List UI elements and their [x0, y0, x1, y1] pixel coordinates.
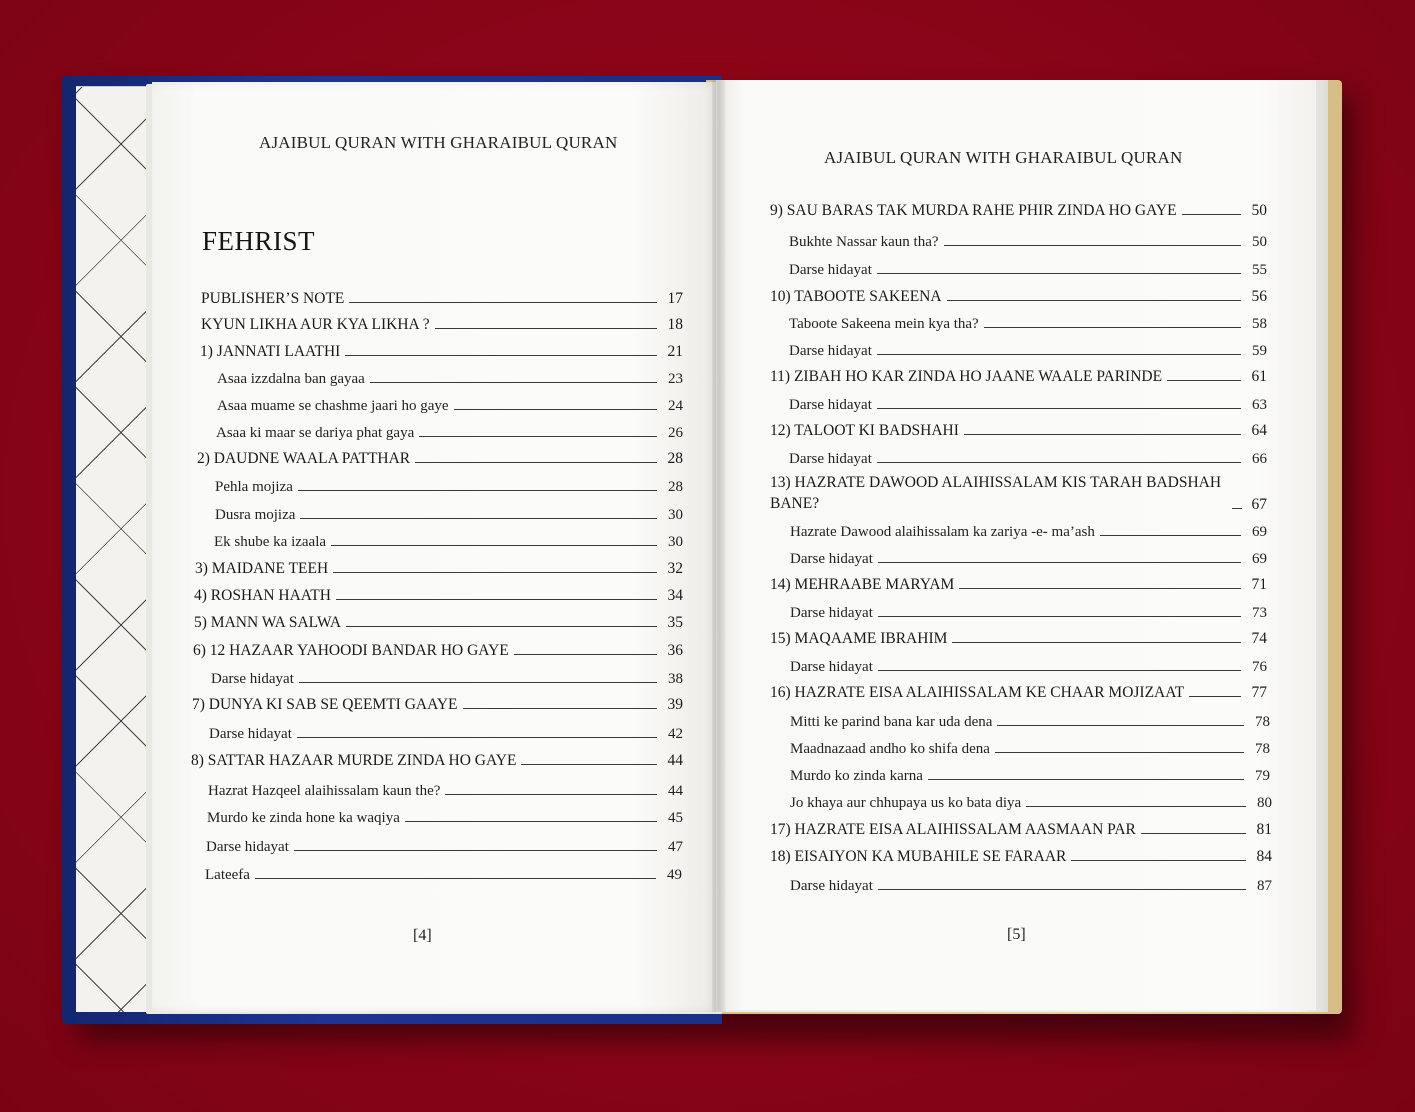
book-gutter [712, 80, 726, 1012]
toc-entry: Jo khaya aur chhupaya us ko bata diya 80 [790, 795, 1272, 811]
toc-entry: 10) TABOOTE SAKEENA 56 [770, 288, 1267, 305]
toc-entry: Darse hidayat 63 [789, 397, 1267, 413]
toc-entry: Hazrate Dawood alaihissalam ka zariya -e- ma’ash 69 [790, 524, 1267, 540]
toc-entry: Darse hidayat 76 [790, 659, 1267, 675]
toc-entry: Darse hidayat 47 [206, 839, 683, 855]
toc-entry: Taboote Sakeena mein kya tha? 58 [789, 316, 1267, 332]
toc-entry: PUBLISHER’S NOTE 17 [201, 290, 683, 307]
toc-entry: 1) JANNATI LAATHI 21 [200, 343, 683, 360]
toc-entry: 11) ZIBAH HO KAR ZINDA HO JAANE WAALE PARINDE 61 [770, 368, 1267, 385]
toc-entry: 3) MAIDANE TEEH 32 [195, 560, 683, 577]
toc-heading: FEHRIST [202, 226, 316, 256]
toc-entry: Ek shube ka izaala 30 [214, 534, 683, 550]
toc-entry: Maadnazaad andho ko shifa dena 78 [790, 741, 1270, 757]
toc-entry: 16) HAZRATE EISA ALAIHISSALAM KE CHAAR MOJIZAAT 77 [770, 684, 1267, 701]
toc-entry: KYUN LIKHA AUR KYA LIKHA ? 18 [201, 316, 683, 333]
toc-entry: Dusra mojiza 30 [215, 507, 683, 523]
toc-entry: Pehla mojiza 28 [215, 479, 683, 495]
toc-entry: 5) MANN WA SALWA 35 [194, 614, 683, 631]
toc-entry: 18) EISAIYON KA MUBAHILE SE FARAAR 84 [770, 848, 1272, 865]
toc-entry: Darse hidayat 59 [789, 343, 1267, 359]
toc-entry: 15) MAQAAME IBRAHIM 74 [770, 630, 1267, 647]
toc-entry: 4) ROSHAN HAATH 34 [194, 587, 683, 604]
toc-entry: 13) HAZRATE DAWOOD ALAIHISSALAM KIS TARAH BADSHAH BANE? 67 [770, 474, 1267, 513]
toc-entry: 7) DUNYA KI SAB SE QEEMTI GAAYE 39 [192, 696, 683, 713]
toc-entry: Lateefa 49 [205, 867, 682, 883]
toc-entry: 6) 12 HAZAAR YAHOODI BANDAR HO GAYE 36 [193, 642, 683, 659]
toc-entry: Darse hidayat 87 [790, 878, 1272, 894]
toc-entry: Asaa ki maar se dariya phat gaya 26 [216, 425, 683, 441]
toc-entry: Bukhte Nassar kaun tha? 50 [789, 234, 1267, 250]
toc-entry: Mitti ke parind bana kar uda dena 78 [790, 714, 1270, 730]
toc-entry: 8) SATTAR HAZAAR MURDE ZINDA HO GAYE 44 [191, 752, 683, 769]
toc-entry: Darse hidayat 38 [211, 671, 683, 687]
toc-entry: Darse hidayat 73 [790, 605, 1267, 621]
toc-entry: 12) TALOOT KI BADSHAHI 64 [770, 422, 1267, 439]
toc-entry: Murdo ko zinda karna 79 [790, 768, 1270, 784]
toc-entry: Darse hidayat 69 [790, 551, 1267, 567]
toc-entry: Darse hidayat 66 [789, 451, 1267, 467]
toc-entry: Darse hidayat 42 [209, 726, 683, 742]
left-page-number: [4] [413, 927, 432, 944]
right-page-number: [5] [1007, 926, 1026, 943]
right-running-head: AJAIBUL QURAN WITH GHARAIBUL QURAN [824, 148, 1183, 167]
toc-entry: Asaa muame se chashme jaari ho gaye 24 [217, 398, 683, 414]
toc-entry: Murdo ke zinda hone ka waqiya 45 [207, 810, 683, 826]
left-running-head: AJAIBUL QURAN WITH GHARAIBUL QURAN [259, 133, 618, 152]
toc-entry: Asaa izzdalna ban gayaa 23 [217, 371, 683, 387]
toc-entry: 17) HAZRATE EISA ALAIHISSALAM AASMAAN PAR 81 [770, 821, 1272, 838]
toc-entry: Darse hidayat 55 [789, 262, 1267, 278]
toc-entry: 14) MEHRAABE MARYAM 71 [770, 576, 1267, 593]
toc-entry: Hazrat Hazqeel alaihissalam kaun the? 44 [208, 783, 683, 799]
toc-entry: 9) SAU BARAS TAK MURDA RAHE PHIR ZINDA HO GAYE 50 [770, 202, 1267, 219]
toc-entry: 2) DAUDNE WAALA PATTHAR 28 [197, 450, 683, 467]
